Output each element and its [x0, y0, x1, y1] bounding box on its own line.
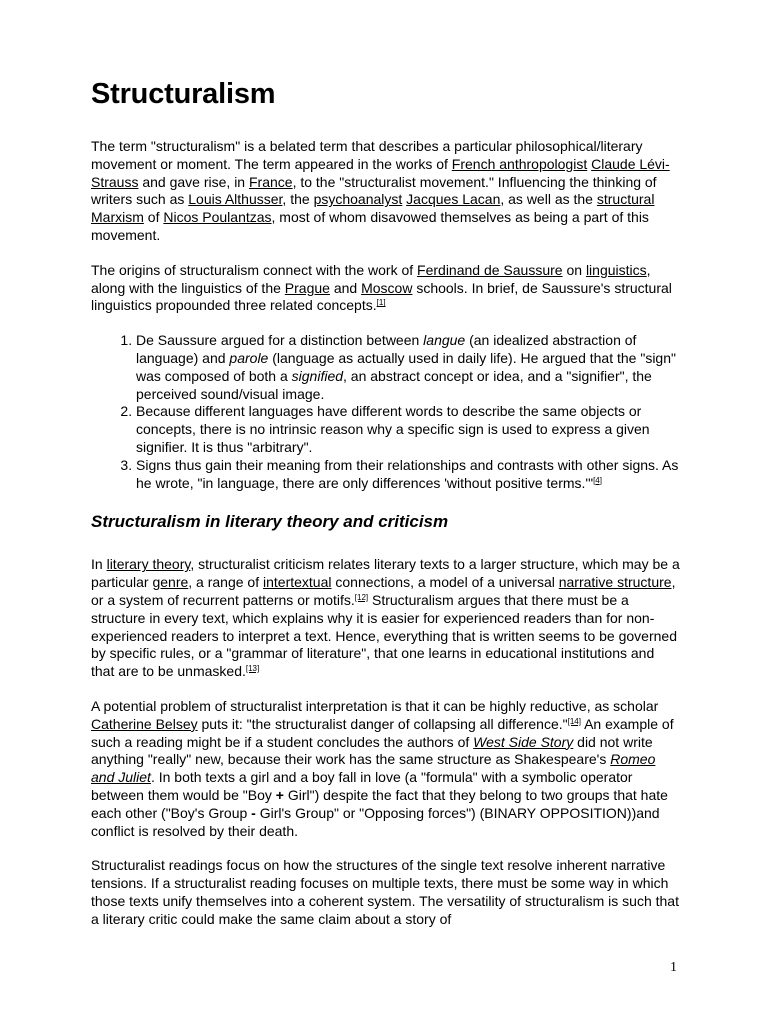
link-prague[interactable]: Prague	[284, 279, 330, 296]
document-content	[91, 72, 681, 945]
plus-operator: +	[275, 786, 284, 803]
link-structural-marxism[interactable]: structural Marxism	[91, 191, 655, 226]
footnote-ref-14[interactable]: [14]	[567, 716, 581, 726]
problem-paragraph: A potential problem of structuralist interpretation is that it can be highly reductive, as scholar Catherine Belsey puts it: "the structuralist danger of collapsing all difference."[14] An example of such a reading might be if a student concludes the authors of West Side Story did not write anything "really" new, because their work has the same structure as Shakespeare's Romeo and Juliet. In both texts a girl and a boy fall in love (a "formula" with a symbolic operator between them would be "Boy + Girl") despite the fact that they belong to two groups that hate each other ("Boy's Group - Girl's Group" or "Opposing forces") (BINARY OPPOSITION))and conflict is resolved by their death.	[91, 697, 674, 839]
link-french-anthropologist[interactable]: French anthropologist	[451, 155, 588, 172]
footnote-ref-4[interactable]: [4]	[593, 475, 602, 485]
literary-theory-paragraph: In literary theory, structuralist criticism relates literary texts to a larger structure, which may be a particular genre, a range of intertextual connections, a model of a universal narrative structure, or a system of recurrent patterns or motifs.[12] Structuralism argues that there must be a structure in every text, which explains why it is easier for experienced readers than for non-experienced readers to interpret a text. Hence, everything that is written seems to be governed by specific rules, or a "grammar of literature", that one learns in educational institutions and that are to be unmasked.[13]	[91, 556, 680, 680]
link-moscow[interactable]: Moscow	[361, 279, 413, 296]
link-linguistics[interactable]: linguistics	[585, 261, 647, 278]
footnote-ref-12[interactable]: [12]	[354, 592, 369, 602]
list-item: 3. Signs thus gain their meaning from their relationships and contrasts with other signs. As he wrote, "in language, there are only differences 'without positive terms.'"[4]	[136, 457, 681, 493]
origins-paragraph: The origins of structuralism connect with the work of Ferdinand de Saussure on linguistics, along with the linguistics of the Prague and Moscow schools. In brief, de Saussure's structural linguistics propounded three related concepts.[1]	[91, 261, 672, 314]
footnote-ref-13[interactable]: [13]	[245, 664, 260, 674]
link-psychoanalyst[interactable]: psychoanalyst	[313, 191, 403, 208]
link-intertextual[interactable]: intertextual	[263, 574, 332, 591]
link-jacques-lacan[interactable]: Jacques Lacan	[406, 191, 501, 208]
section-heading: Structuralism in literary theory and criticism	[91, 512, 449, 532]
link-literary-theory[interactable]: literary theory	[106, 556, 191, 573]
link-romeo-and-juliet[interactable]: Romeo and Juliet	[91, 751, 656, 786]
link-ferdinand-de-saussure[interactable]: Ferdinand de Saussure	[417, 261, 563, 278]
link-nicos-poulantzas[interactable]: Nicos Poulantzas	[163, 209, 272, 226]
list-item: 2. Because different languages have different words to describe the same objects or concepts, there is no intrinsic reason why a specific sign is used to express a given signifier. It is thus "arbitrary".	[136, 403, 681, 456]
footnote-ref-1[interactable]: [1]	[376, 298, 386, 308]
readings-paragraph: Structuralist readings focus on how the structures of the single text resolve inherent narrative tensions. If a structuralist reading focuses on multiple texts, there must be some way in which those texts unify themselves into a coherent system. The versatility of structuralism is such that a literary critic could make the same claim about a story of	[91, 857, 679, 927]
intro-paragraph: The term "structuralism" is a belated term that describes a particular philosophical/literary movement or moment. The term appeared in the works of French anthropologist Claude Lévi-Strauss and gave rise, in France, to the "structuralist movement." Influencing the thinking of writers such as Louis Althusser, the psychoanalyst Jacques Lacan, as well as the structural Marxism of Nicos Poulantzas, most of whom disavowed themselves as being a part of this movement.	[91, 138, 670, 243]
link-west-side-story[interactable]: West Side Story	[473, 733, 574, 750]
link-genre[interactable]: genre	[152, 574, 189, 591]
minus-operator: -	[251, 804, 256, 821]
link-france[interactable]: France	[248, 173, 293, 190]
list-item: 1. De Saussure argued for a distinction between langue (an idealized abstraction of language) and parole (language as actually used in daily life). He argued that the "sign" was composed of both a signified, an abstract concept or idea, and a "signifier", the perceived sound/visual image.	[136, 332, 681, 403]
page-number: 1	[670, 960, 677, 975]
link-louis-althusser[interactable]: Louis Althusser	[188, 191, 283, 208]
link-catherine-belsey[interactable]: Catherine Belsey	[91, 715, 198, 732]
link-narrative-structure[interactable]: narrative structure	[558, 574, 672, 591]
concepts-list	[91, 332, 681, 492]
page-title: Structuralism	[91, 78, 276, 110]
link-claude-levi-strauss[interactable]: Claude Lévi-Strauss	[91, 155, 670, 190]
